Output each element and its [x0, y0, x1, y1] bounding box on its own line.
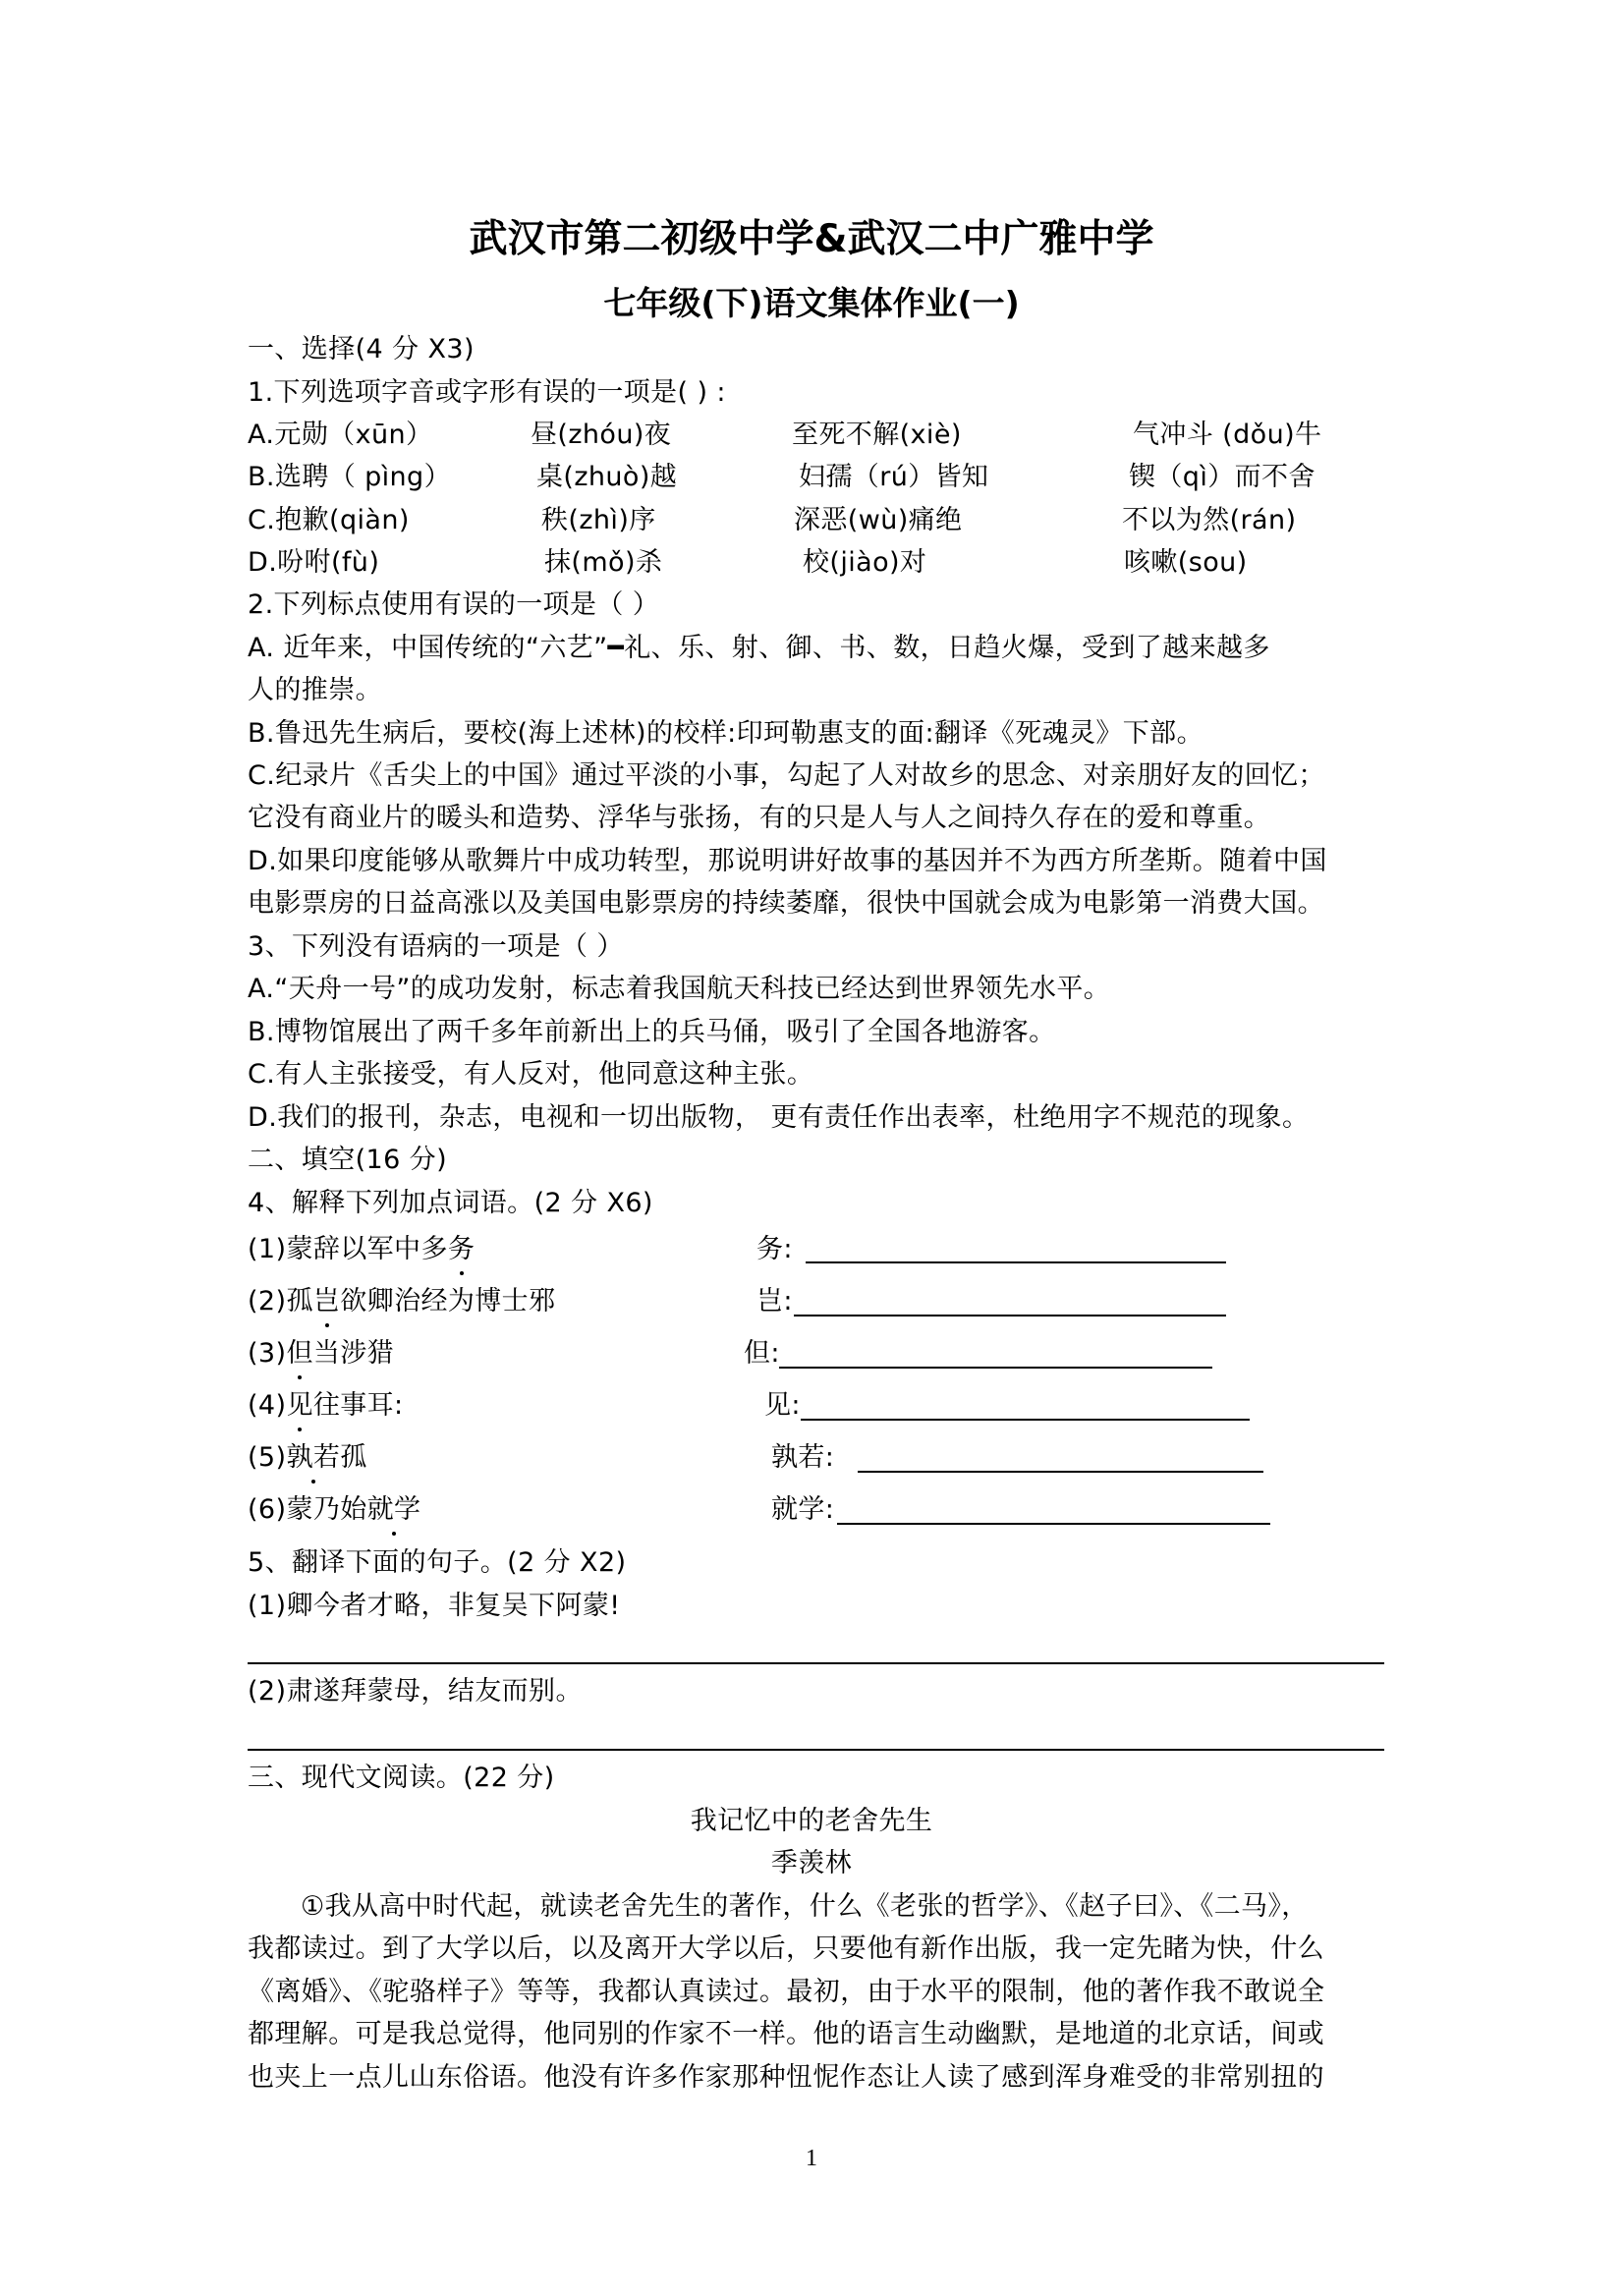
option-cell: A.元勋（xūn） [248, 420, 433, 450]
option-cell: 深恶(wù)痛绝 [794, 505, 963, 535]
answer-line[interactable] [248, 1662, 1384, 1664]
option-text: 电影票房的日益高涨以及美国电影票房的持续萎靡，很快中国就会成为电影第一消费大国。 [248, 888, 1324, 919]
answer-label: 孰若: [771, 1442, 835, 1473]
section-heading: 一、选择(4 分 X3) [248, 334, 475, 364]
vocab-item: (3)但当涉猎 [248, 1334, 394, 1373]
article-author: 季羡林 [770, 1848, 853, 1878]
translate-sentence: (1)卿今者才略，非复吴下阿蒙! [248, 1591, 621, 1621]
vocab-item: (1)蒙辞以军中多务 [248, 1230, 475, 1269]
answer-blank[interactable] [801, 1419, 1250, 1421]
option-cell: 至死不解(xiè) [792, 420, 962, 450]
school-title: 武汉市第二初级中学&武汉二中广雅中学 [469, 217, 1154, 261]
option-text: B.鲁迅先生病后，要校(海上述林)的校样:印珂勒惠支的面:翻译《死魂灵》下部。 [248, 718, 1203, 749]
article-title: 我记忆中的老舍先生 [690, 1806, 933, 1836]
option-cell: 校(jiào)对 [803, 547, 927, 578]
option-text: A. 近年来，中国传统的“六艺”━礼、乐、射、御、书、数，日趋火爆，受到了越来越多 [248, 633, 1270, 663]
article-paragraph-line: 也夹上一点儿山东俗语。他没有许多作家那种忸怩作态让人读了感到浑身难受的非常别扭的 [248, 2062, 1324, 2093]
option-text: A.“天舟一号”的成功发射，标志着我国航天科技已经达到世界领先水平。 [248, 974, 1111, 1004]
option-cell: 妇孺（rú）皆知 [799, 462, 989, 492]
section-heading: 二、填空(16 分) [248, 1145, 448, 1175]
option-cell: 不以为然(rán) [1122, 505, 1297, 535]
answer-blank[interactable] [858, 1471, 1263, 1473]
option-cell: B.选聘（ pìng） [248, 462, 451, 492]
article-paragraph-line: 我都读过。到了大学以后，以及离开大学以后，只要他有新作出版，我一定先睹为快，什么 [248, 1933, 1324, 1964]
vocab-item: (2)孤岂欲卿治经为博士邪 [248, 1282, 555, 1321]
option-cell: 抹(mǒ)杀 [544, 547, 663, 578]
answer-blank[interactable] [837, 1523, 1270, 1525]
option-text: 它没有商业片的暖头和造势、浮华与张扬，有的只是人与人之间持久存在的爱和尊重。 [248, 803, 1271, 833]
option-cell: 昼(zhóu)夜 [531, 420, 672, 450]
answer-label: 务: [756, 1234, 793, 1264]
article-paragraph-line: 都理解。可是我总觉得，他同别的作家不一样。他的语言生动幽默，是地道的北京话，间或 [248, 2019, 1324, 2049]
vocab-item: (5)孰若孤 [248, 1438, 367, 1478]
article-paragraph-line: 《离婚》、《驼骆样子》等等，我都认真读过。最初，由于水平的限制，他的著作我不敢说全 [248, 1977, 1325, 2007]
option-cell: 桌(zhuò)越 [536, 462, 678, 492]
option-text: D.如果印度能够从歌舞片中成功转型，那说明讲好故事的基因并不为西方所垄斯。随着中国 [248, 846, 1327, 876]
answer-label: 见: [764, 1390, 801, 1421]
answer-blank[interactable] [794, 1315, 1226, 1316]
answer-label: 但: [744, 1338, 780, 1369]
option-text: B.博物馆展出了两千多年前新出上的兵马俑，吸引了全国各地游客。 [248, 1017, 1056, 1047]
question-stem: 4、解释下列加点词语。(2 分 X6) [248, 1188, 653, 1218]
option-cell: 咳嗽(sou) [1124, 547, 1248, 578]
option-text: D.我们的报刊，杂志，电视和一切出版物， 更有责任作出表率，杜绝用字不规范的现象。 [248, 1102, 1310, 1133]
option-cell: D.吩咐(fù) [248, 547, 380, 578]
question-stem: 1.下列选项字音或字形有误的一项是( ) : [248, 377, 726, 408]
vocab-item: (6)蒙乃始就学 [248, 1490, 420, 1530]
page-number: 1 [806, 2146, 817, 2171]
option-cell: 秩(zhì)序 [541, 505, 656, 535]
question-stem: 3、下列没有语病的一项是（ ） [248, 931, 624, 962]
option-text: 人的推崇。 [248, 675, 382, 705]
section-heading: 三、现代文阅读。(22 分) [248, 1763, 555, 1793]
vocab-item: (4)见往事耳: [248, 1386, 404, 1426]
answer-line[interactable] [248, 1749, 1384, 1751]
option-text: C.有人主张接受，有人反对，他同意这种主张。 [248, 1059, 814, 1090]
translate-sentence: (2)肃遂拜蒙母，结友而别。 [248, 1676, 583, 1707]
option-text: C.纪录片《舌尖上的中国》通过平淡的小事，勾起了人对故乡的思念、对亲朋好友的回忆； [248, 760, 1325, 791]
option-cell: 锲（qì）而不舍 [1129, 462, 1315, 492]
answer-blank[interactable] [779, 1367, 1212, 1369]
answer-blank[interactable] [806, 1261, 1226, 1263]
assignment-subtitle: 七年级(下)语文集体作业(一) [603, 284, 1020, 322]
question-stem: 2.下列标点使用有误的一项是（ ） [248, 589, 660, 620]
question-stem: 5、翻译下面的句子。(2 分 X2) [248, 1547, 627, 1578]
article-paragraph-line: ①我从高中时代起，就读老舍先生的著作，什么《老张的哲学》、《赵子曰》、《二马》， [301, 1891, 1309, 1922]
option-cell: 气冲斗 (dǒu)牛 [1133, 420, 1322, 450]
answer-label: 就学: [771, 1494, 835, 1525]
option-cell: C.抱歉(qiàn) [248, 505, 410, 535]
answer-label: 岂: [756, 1286, 793, 1316]
